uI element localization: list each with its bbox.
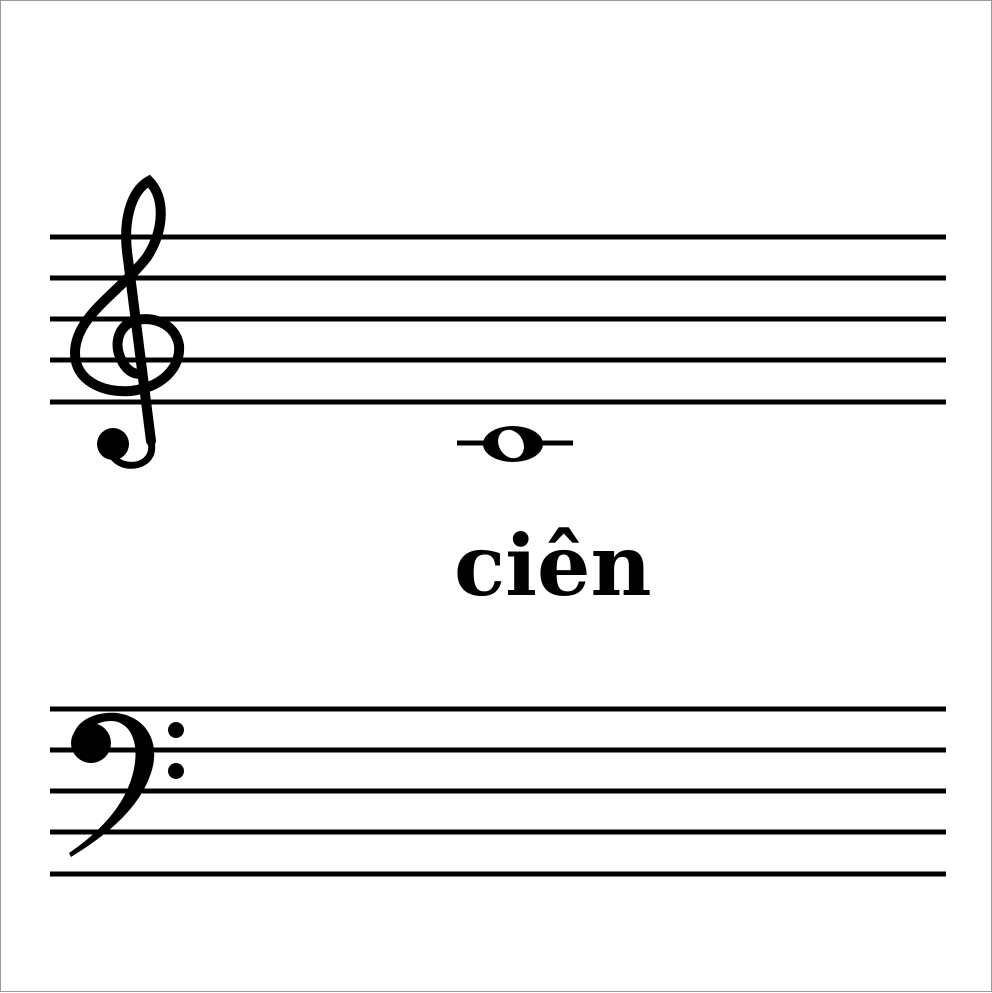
whole-note (457, 425, 573, 463)
treble-staff (50, 237, 946, 402)
bass-clef-icon (69, 713, 184, 857)
lyric-text: ciên (454, 516, 652, 615)
score-canvas (1, 1, 992, 993)
bass-staff (50, 709, 946, 874)
treble-clef-icon (75, 181, 179, 465)
